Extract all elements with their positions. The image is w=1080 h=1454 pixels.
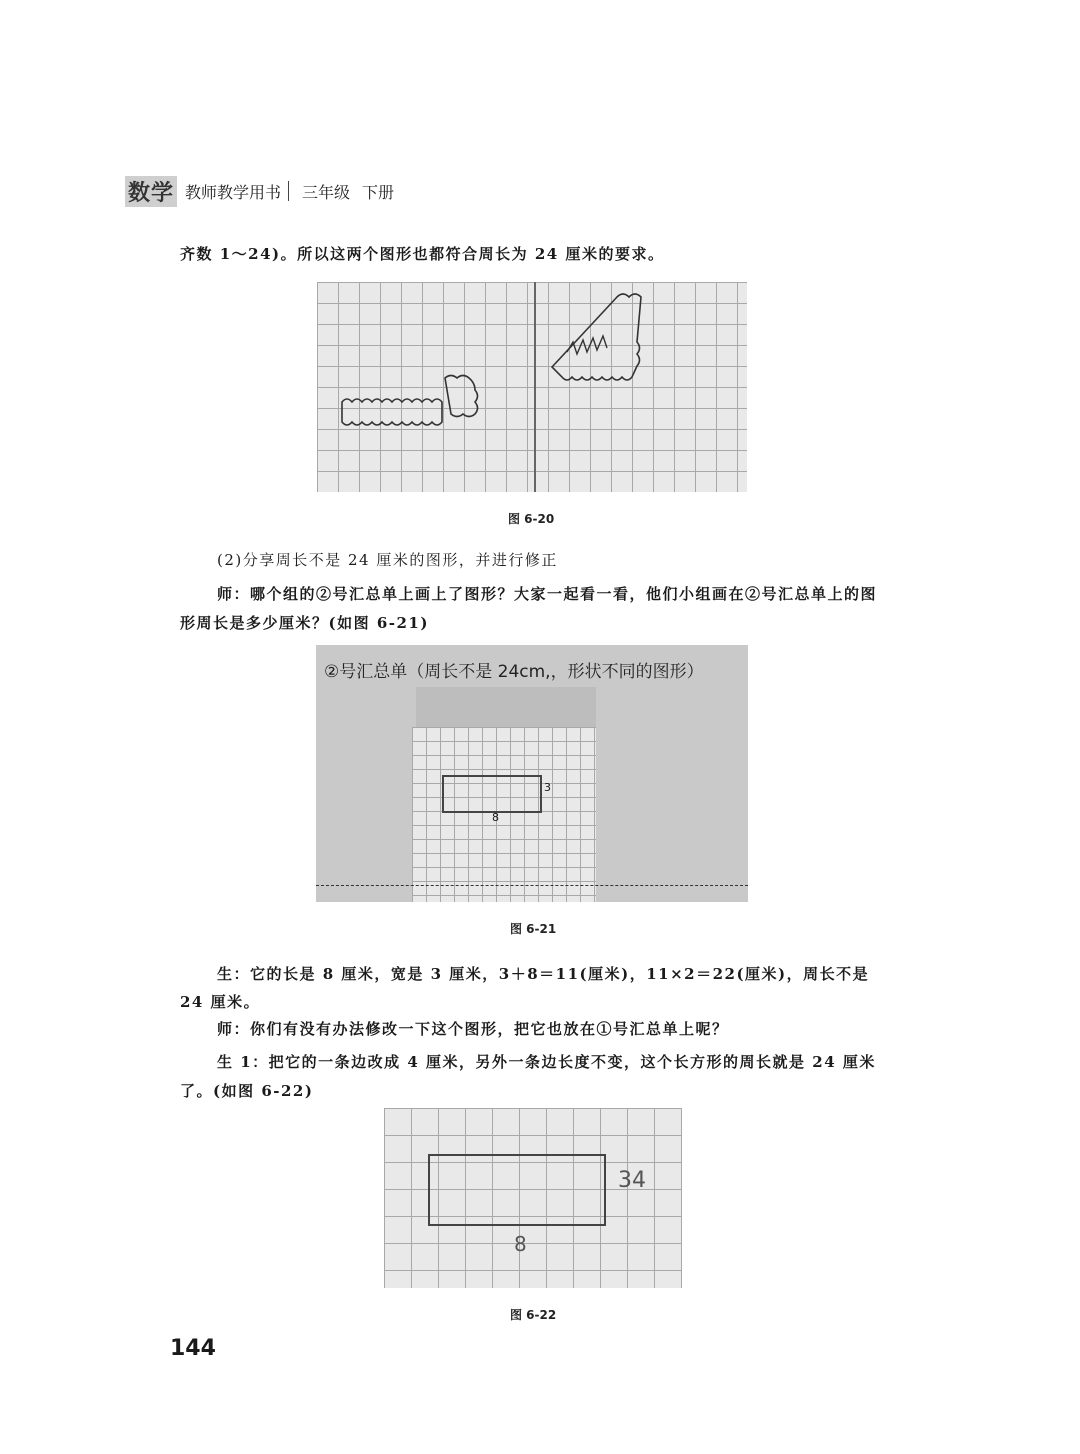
volume-label: 下册 bbox=[362, 182, 395, 202]
running-header bbox=[125, 176, 394, 206]
drawn-rectangle bbox=[428, 1154, 606, 1226]
grade-label: 三年级 bbox=[302, 182, 351, 202]
sheet-tab bbox=[416, 687, 596, 727]
sheet-title: ②号汇总单（周长不是 24cm,，形状不同的图形） bbox=[324, 662, 704, 682]
paragraph-2: (2)分享周长不是 24 厘米的图形，并进行修正 bbox=[217, 551, 558, 569]
width-label: 34 bbox=[618, 1168, 646, 1193]
drawn-rectangle bbox=[442, 775, 542, 813]
paragraph-1: 齐数 1～24)。所以这两个图形也都符合周长为 24 厘米的要求。 bbox=[180, 245, 665, 263]
figure-6-20-drawing bbox=[317, 282, 747, 492]
figure-6-21-photo bbox=[316, 645, 748, 902]
paragraph-4: 生：它的长是 8 厘米，宽是 3 厘米，3＋8＝11(厘米)，11×2＝22(厘米)，周长不是 24 厘米。 bbox=[180, 965, 870, 1011]
figure-6-20-photo bbox=[317, 282, 747, 492]
book-logo: 数学 bbox=[125, 176, 179, 207]
book-title: 教师教学用书 bbox=[185, 182, 282, 202]
paragraph-6: 生 1：把它的一条边改成 4 厘米，另外一条边长度不变，这个长方形的周长就是 24 厘米了。(如图 6-22) bbox=[180, 1053, 876, 1100]
header-divider bbox=[288, 181, 289, 201]
dashed-line bbox=[316, 885, 748, 886]
figure-6-22-photo bbox=[384, 1108, 682, 1288]
paragraph-3: 师：哪个组的②号汇总单上画上了图形？大家一起看一看，他们小组画在②号汇总单上的图形周长是多少厘米？(如图 6-21) bbox=[180, 585, 878, 632]
width-label: 3 bbox=[544, 781, 551, 794]
figure-6-22-caption: 图 6-22 bbox=[510, 1308, 557, 1322]
figure-6-20-caption: 图 6-20 bbox=[508, 512, 555, 526]
length-label: 8 bbox=[514, 1232, 527, 1256]
paragraph-5: 师：你们有没有办法修改一下这个图形，把它也放在①号汇总单上呢？ bbox=[217, 1020, 729, 1038]
page-number: 144 bbox=[170, 1336, 216, 1361]
figure-6-21-caption: 图 6-21 bbox=[510, 922, 557, 936]
grid-paper bbox=[412, 727, 596, 902]
length-label: 8 bbox=[492, 811, 499, 824]
